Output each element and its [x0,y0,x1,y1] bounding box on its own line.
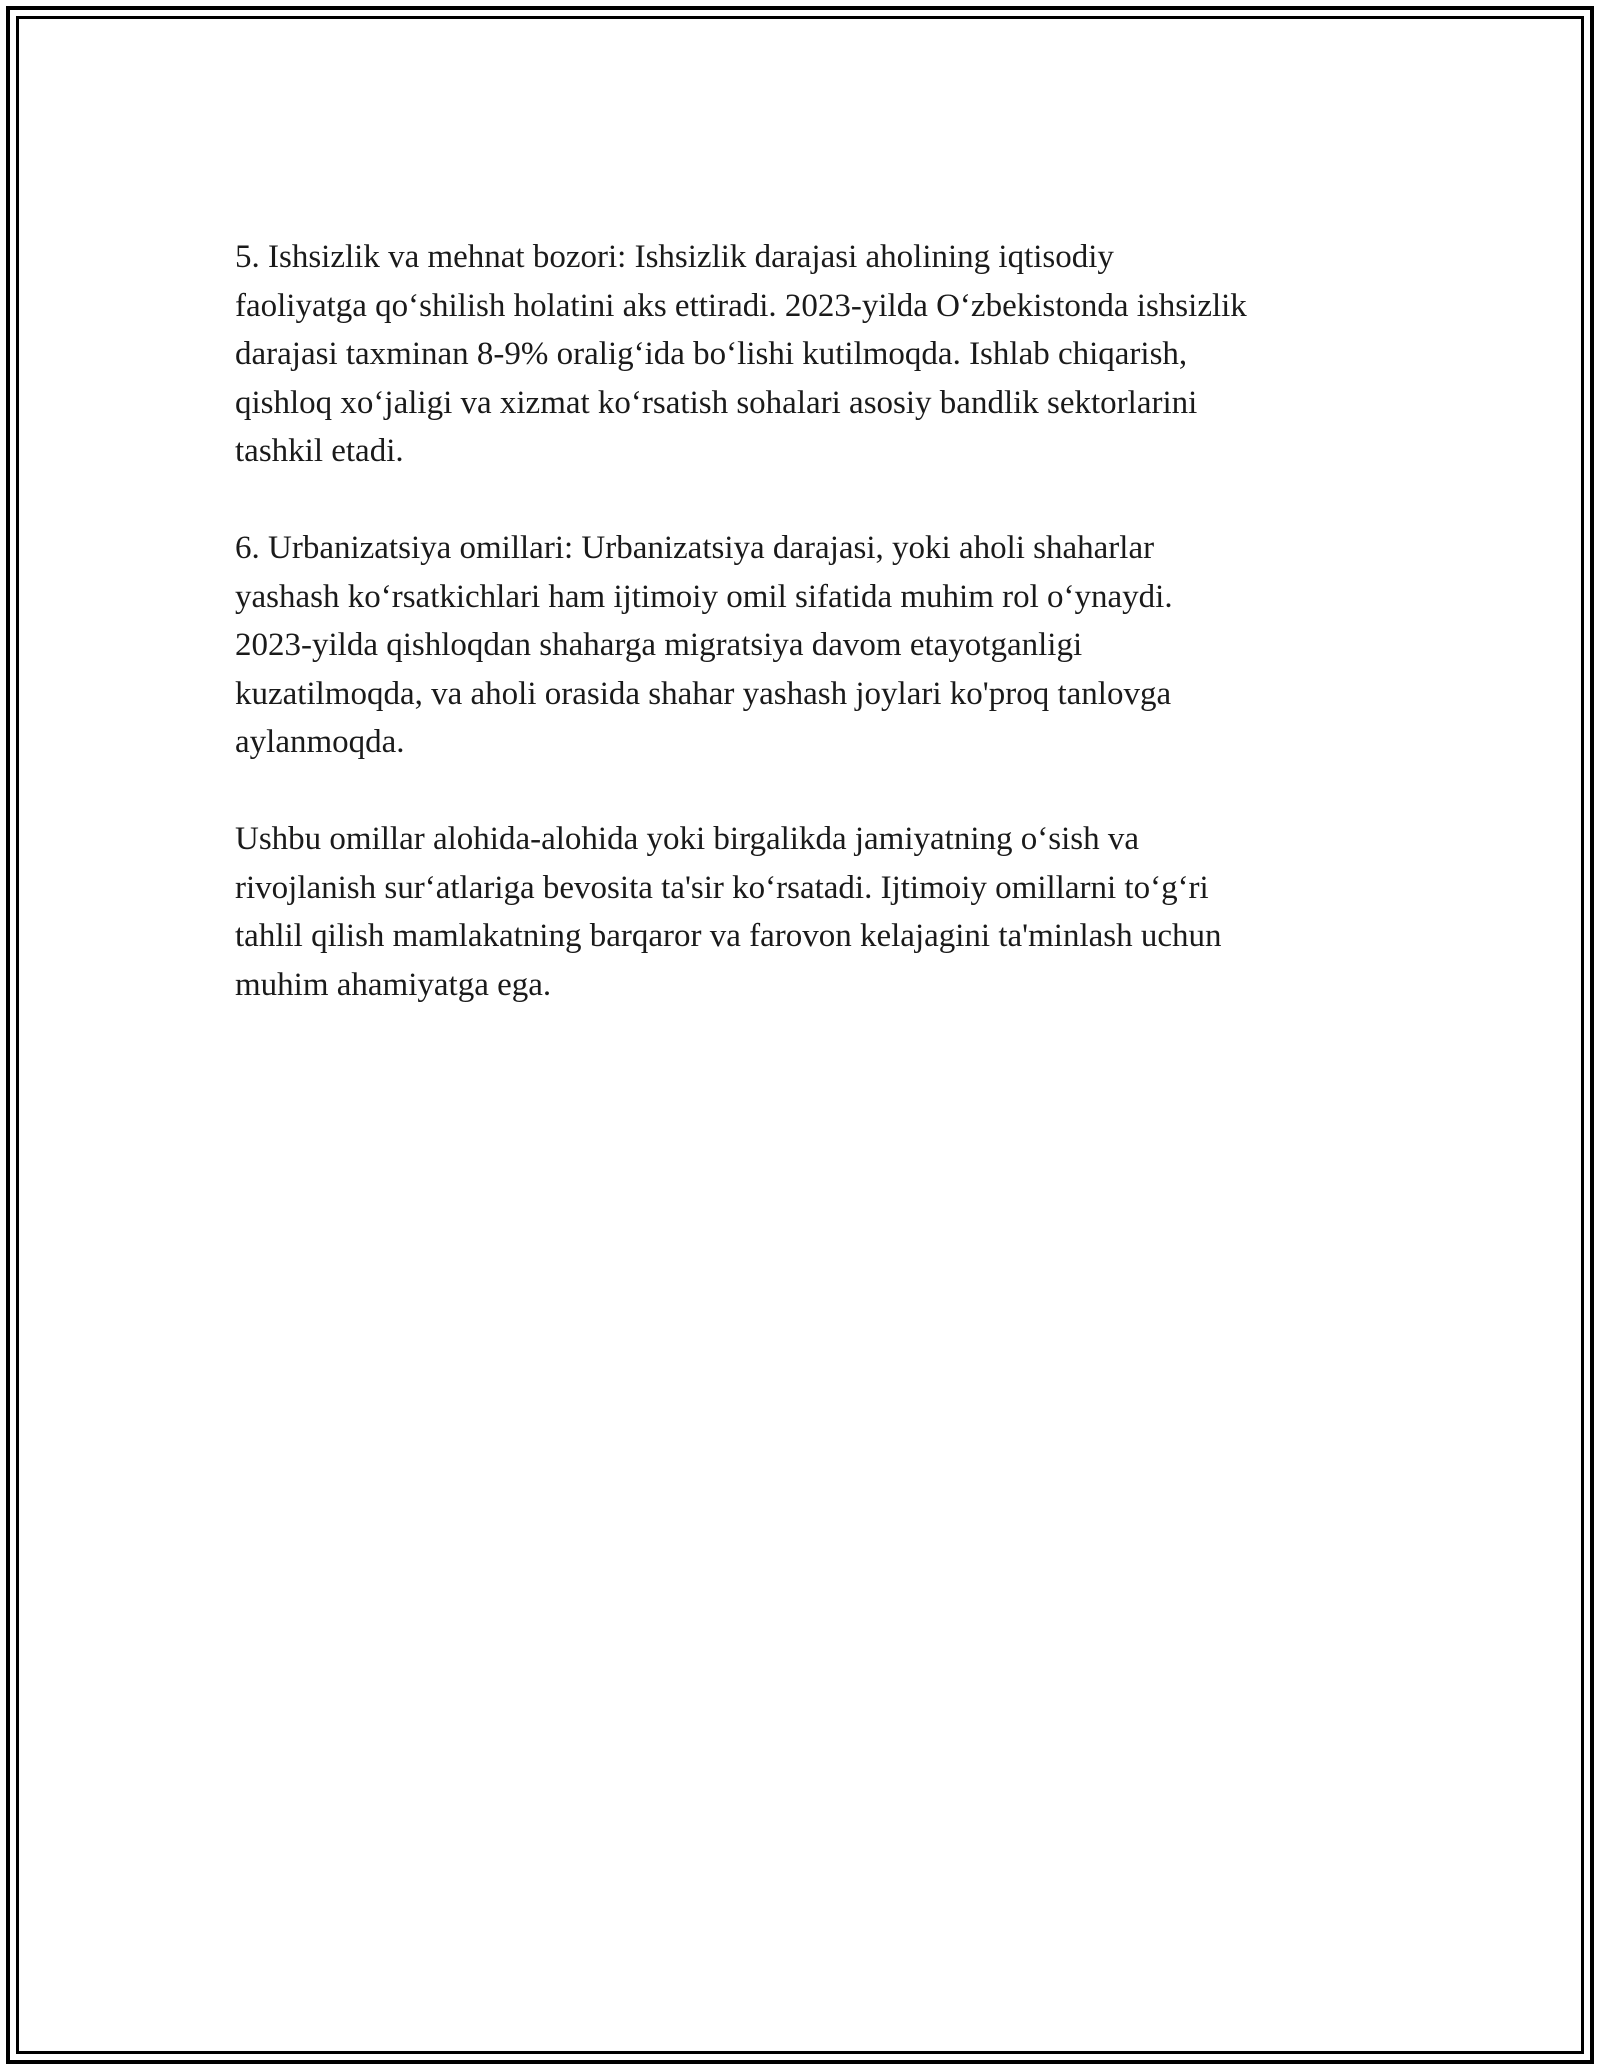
paragraph-unemployment: 5. Ishsizlik va mehnat bozori: Ishsizlik darajasi aholining iqtisodiy faoliyatga qo‘shilish holatini aks ettiradi. 2023-yilda O‘zbekistonda ishsizlik darajasi taxminan 8-9% oralig‘ida bo‘lishi kutilmoqda. Ishlab chiqarish, qishloq xo‘jaligi va xizmat ko‘rsatish sohalari asosiy bandlik sektorlarini tashkil etadi. [235,239,1247,469]
document-body [235,233,1375,1058]
paragraph-conclusion: Ushbu omillar alohida-alohida yoki birgalikda jamiyatning o‘sish va rivojlanish sur‘atlariga bevosita ta'sir ko‘rsatadi. Ijtimoiy omillarni to‘g‘ri tahlil qilish mamlakatning barqaror va farovon kelajagini ta'minlash uchun muhim ahamiyatga ega. [235,821,1222,1003]
paragraph-urbanization: 6. Urbanizatsiya omillari: Urbanizatsiya darajasi, yoki aholi shaharlar yashash ko‘rsatkichlari ham ijtimoiy omil sifatida muhim rol o‘ynaydi. 2023-yilda qishloqdan shaharga migratsiya davom etayotganligi kuzatilmoqda, va aholi orasida shahar yashash joylari ko'proq tanlovga aylanmoqda. [235,530,1173,760]
